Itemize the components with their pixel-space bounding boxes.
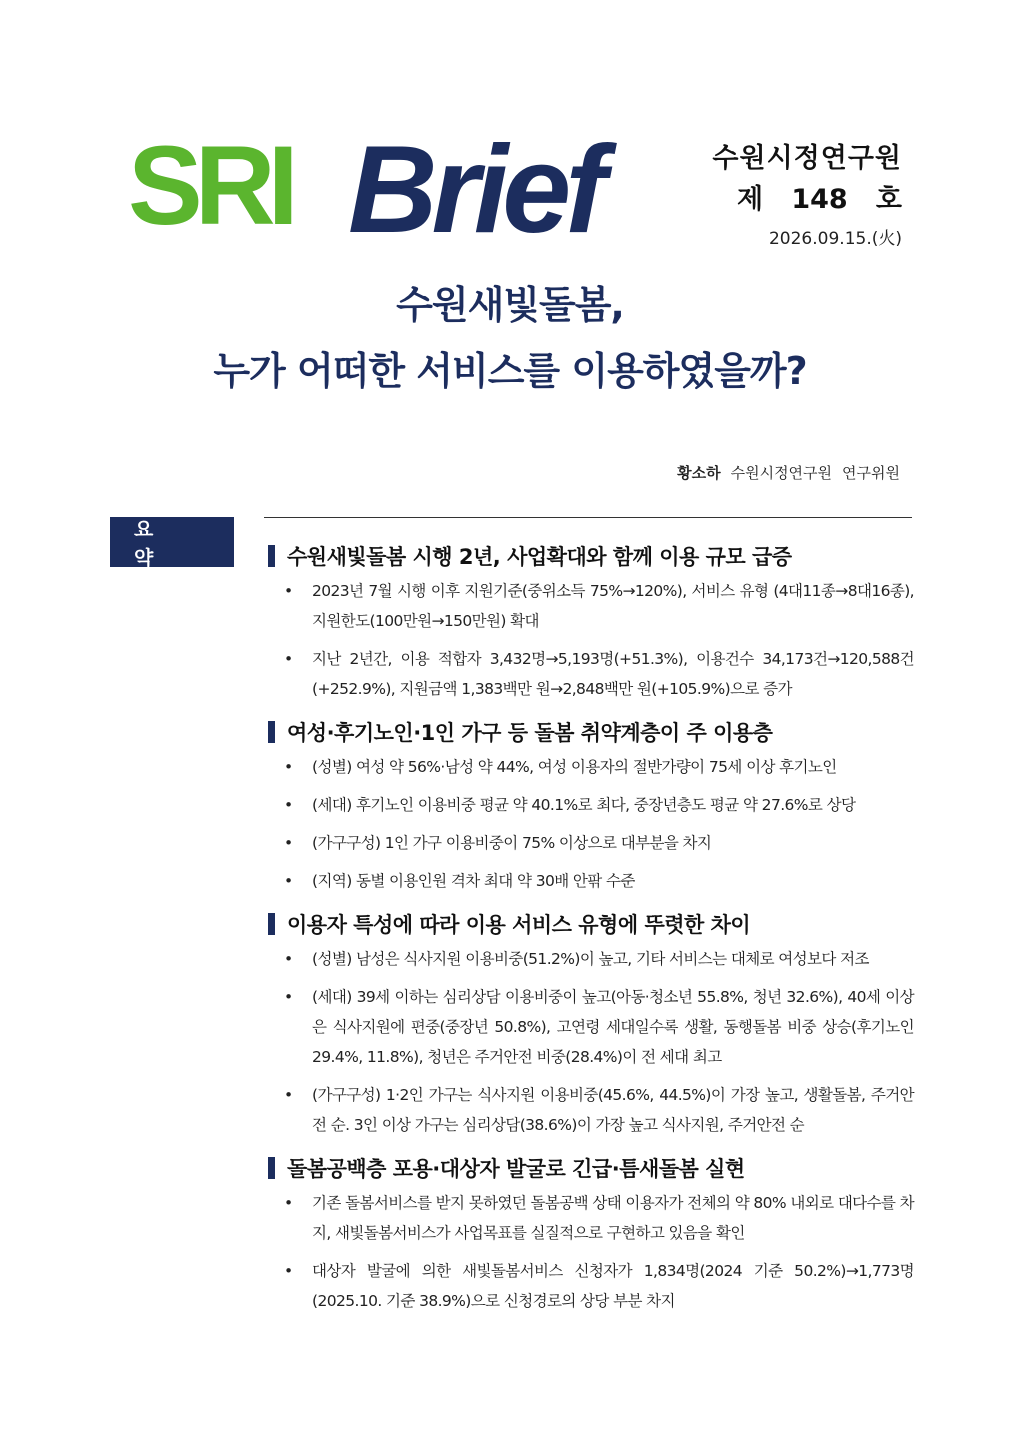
bullet-item: • (가구구성) 1·2인 가구는 식사지원 이용비중(45.6%, 44.5%)이 가장 높고, 생활돌봄, 주거안전 순. 3인 이상 가구는 심리상담(38.6%)이 가장 높고 식사지원, 주거안전 순 [268,1080,914,1140]
issue-info [712,136,902,249]
bullet-item: • (지역) 동별 이용인원 격차 최대 약 30배 안팎 수준 [268,866,914,896]
author-line [677,462,900,483]
svg-text:SRI: SRI [128,128,291,244]
heading-bar-icon [268,1157,275,1179]
heading-bar-icon [268,545,275,567]
issue-number: 제 148 호 [737,184,902,215]
bullet-item: • 대상자 발굴에 의한 새빛돌봄서비스 신청자가 1,834명(2024 기준 50.2%)→1,773명(2025.10. 기준 38.9%)으로 신청경로의 상당 부분 차지 [268,1256,914,1316]
svg-text:Brief: Brief [348,128,601,244]
section-1 [268,536,914,704]
summary-badge: 요 약 [110,517,234,567]
bullet-item: • 지난 2년간, 이용 적합자 3,432명→5,193명(+51.3%), 이용건수 34,173건→120,588건(+252.9%), 지원금액 1,383백만 원→2,848백만 원(+105.9%)으로 증가 [268,644,914,704]
page-title [0,272,1020,404]
issue-date: 2026.09.15.(火) [768,229,902,249]
section-heading: 수원새빛돌봄 시행 2년, 사업확대와 함께 이용 규모 급증 [268,536,914,576]
bullet-item: • (성별) 남성은 식사지원 이용비중(51.2%)이 높고, 기타 서비스는 대체로 여성보다 저조 [268,944,914,974]
author-affiliation: 수원시정연구원 [730,464,833,482]
title-line-2: 누가 어떠한 서비스를 이용하였을까? [213,349,807,393]
section-heading: 이용자 특성에 따라 이용 서비스 유형에 뚜렷한 차이 [268,904,914,944]
bullet-item: • 2023년 7월 시행 이후 지원기준(중위소득 75%→120%), 서비스 유형 (4대11종→8대16종), 지원한도(100만원→150만원) 확대 [268,576,914,636]
heading-bar-icon [268,721,275,743]
sri-brief-logo [128,128,676,244]
author-name: 황소하 [677,464,721,482]
section-2 [268,712,914,896]
bullet-item: • (가구구성) 1인 가구 이용비중이 75% 이상으로 대부분을 차지 [268,828,914,858]
author-position: 연구위원 [842,464,900,482]
section-4 [268,1148,914,1316]
section-3 [268,904,914,1140]
bullet-item: • (성별) 여성 약 56%·남성 약 44%, 여성 이용자의 절반가량이 75세 이상 후기노인 [268,752,914,782]
bullet-item: • (세대) 후기노인 이용비중 평균 약 40.1%로 최다, 중장년층도 평균 약 27.6%로 상당 [268,790,914,820]
org-name: 수원시정연구원 [712,143,902,174]
bullet-item: • 기존 돌봄서비스를 받지 못하였던 돌봄공백 상태 이용자가 전체의 약 80% 내외로 대다수를 차지, 새빛돌봄서비스가 사업목표를 실질적으로 구현하고 있음을 확인 [268,1188,914,1248]
summary-content [268,536,914,1324]
bullet-item: • (세대) 39세 이하는 심리상담 이용비중이 높고(아동·청소년 55.8%, 청년 32.6%), 40세 이상은 식사지원에 편중(중장년 50.8%), 고연령 세대일수록 생활, 동행돌봄 비중 상승(후기노인 29.4%, 11.8%), 청년은 주거안전 비중(28.4%)이 전 세대 최고 [268,982,914,1072]
section-heading: 돌봄공백층 포용·대상자 발굴로 긴급·틈새돌봄 실현 [268,1148,914,1188]
divider [264,517,912,518]
section-heading: 여성·후기노인·1인 가구 등 돌봄 취약계층이 주 이용층 [268,712,914,752]
heading-bar-icon [268,913,275,935]
title-line-1: 수원새빛돌봄, [396,283,624,327]
